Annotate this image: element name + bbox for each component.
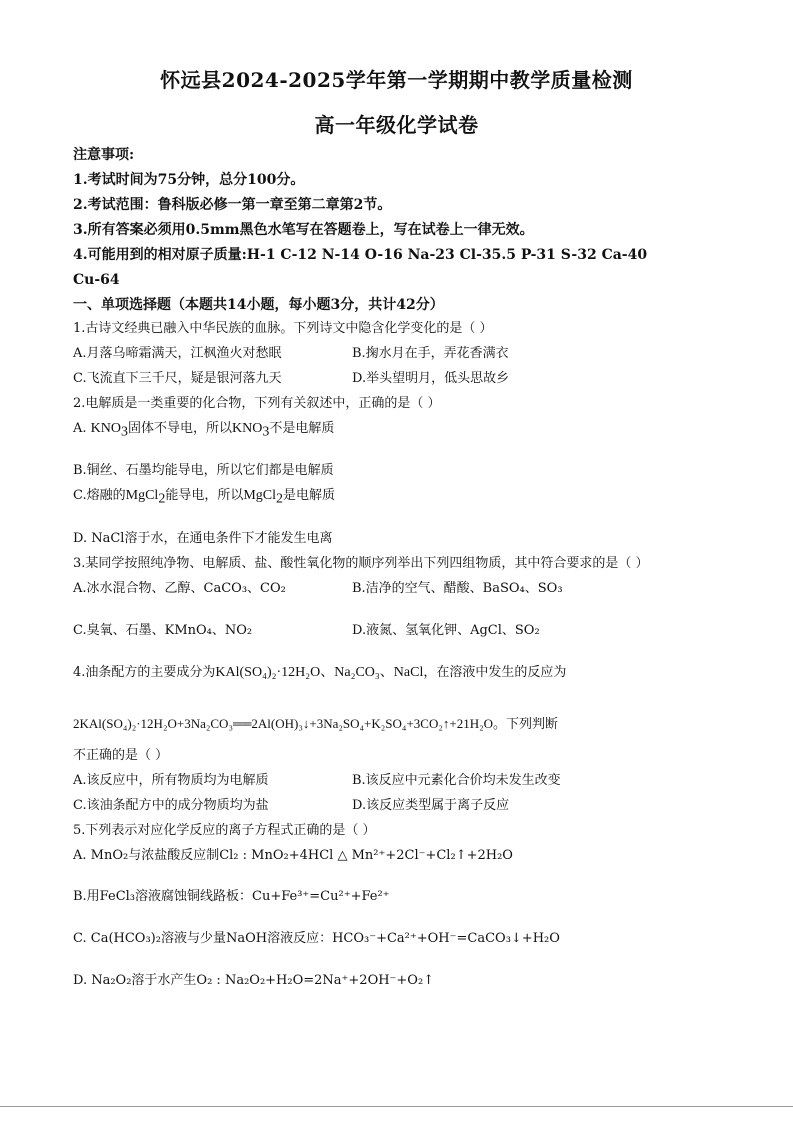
q4-equation: 2KAl(SO₄)₂·12H₂O+3Na₂CO₃══2Al(OH)₃↓+3Na₂SO₄+K₂SO₄+3CO₂↑+21H₂O。下列判断 — [73, 716, 559, 732]
q2-option-b: B.铜丝、石墨均能导电，所以它们都是电解质 — [73, 463, 334, 478]
q1-option-a: A.月落乌啼霜满天，江枫渔火对愁眠 — [73, 346, 282, 361]
exam-subtitle: 高一年级化学试卷 — [314, 113, 479, 137]
section-heading: 一、单项选择题（本题共14小题，每小题3分，共计42分） — [73, 297, 444, 313]
q3-option-d: D.液氮、氢氧化钾、AgCl、SO₂ — [352, 623, 540, 638]
q5-option-a: A. MnO₂与浓盐酸反应制Cl₂ : MnO₂+4HCl △ Mn²⁺+2Cl⁻+Cl₂↑+2H₂O — [73, 848, 513, 863]
notice-heading: 注意事项: — [73, 147, 135, 163]
q1-option-c: C.飞流直下三千尺，疑是银河落九天 — [73, 371, 282, 386]
q4-option-b: B.该反应中元素化合价均未发生改变 — [352, 773, 561, 788]
notice-item-3: 3.所有答案必须用0.5mm黑色水笔写在答题卷上，写在试卷上一律无效。 — [73, 222, 534, 238]
q4-option-c: C.该油条配方中的成分物质均为盐 — [73, 798, 269, 813]
q2-option-c: C.熔融的MgCl$_2$能导电，所以MgCl$_2$是电解质 — [73, 488, 336, 507]
q5-option-b: B.用FeCl₃溶液腐蚀铜线路板：Cu+Fe³⁺=Cu²⁺+Fe²⁺ — [73, 889, 390, 904]
q1-option-d: D.举头望明月，低头思故乡 — [352, 371, 510, 386]
q1-stem: 1.古诗文经典已融入中华民族的血脉。下列诗文中隐含化学变化的是（ ） — [73, 321, 493, 336]
q1-option-b: B.掬水月在手，弄花香满衣 — [352, 346, 509, 361]
q4-stem: 4.油条配方的主要成分为KAl(SO₄)₂·12H₂O、Na₂CO₃、NaCl，在溶液中发生的反应为 — [73, 665, 567, 680]
q3-stem: 3.某同学按照纯净物、电解质、盐、酸性氧化物的顺序列举出下列四组物质，其中符合要求的是（ ） — [73, 556, 649, 571]
q5-stem: 5.下列表示对应化学反应的离子方程式正确的是（ ） — [73, 823, 376, 838]
q3-option-c: C.臭氧、石墨、KMnO₄、NO₂ — [73, 623, 253, 638]
page-bottom-rule — [0, 1106, 793, 1107]
q3-option-b: B.洁净的空气、醋酸、BaSO₄、SO₃ — [352, 581, 563, 596]
q2-option-a: A. $KNO_3$固体不导电，所以$KNO_3$不是电解质 — [73, 421, 335, 440]
q2-stem: 2.电解质是一类重要的化合物，下列有关叙述中，正确的是（ ） — [73, 396, 441, 411]
notice-item-4: 4.可能用到的相对原子质量:H-1 C-12 N-14 O-16 Na-23 Cl-35.5 P-31 S-32 Ca-40 — [73, 247, 648, 263]
q5-option-d: D. Na₂O₂溶于水产生O₂ : Na₂O₂+H₂O=2Na⁺+2OH⁻+O₂↑ — [73, 973, 435, 988]
q5-option-c: C. Ca(HCO₃)₂溶液与少量NaOH溶液反应：HCO₃⁻+Ca²⁺+OH⁻=CaCO₃↓+H₂O — [73, 931, 560, 946]
q3-option-a: A.冰水混合物、乙醇、CaCO₃、CO₂ — [73, 581, 286, 596]
exam-title: 怀远县2024-2025学年第一学期期中教学质量检测 — [160, 68, 633, 92]
notice-item-2: 2.考试范围：鲁科版必修一第一章至第二章第2节。 — [73, 197, 392, 213]
notice-item-1: 1.考试时间为75分钟，总分100分。 — [73, 172, 305, 188]
q4-stem-end: 不正确的是（ ） — [73, 748, 169, 763]
q4-option-d: D.该反应类型属于离子反应 — [352, 798, 510, 813]
notice-item-5: Cu-64 — [73, 272, 120, 288]
q4-option-a: A.该反应中，所有物质均为电解质 — [73, 773, 269, 788]
q2-option-d: D. NaCl溶于水，在通电条件下才能发生电离 — [73, 531, 333, 546]
